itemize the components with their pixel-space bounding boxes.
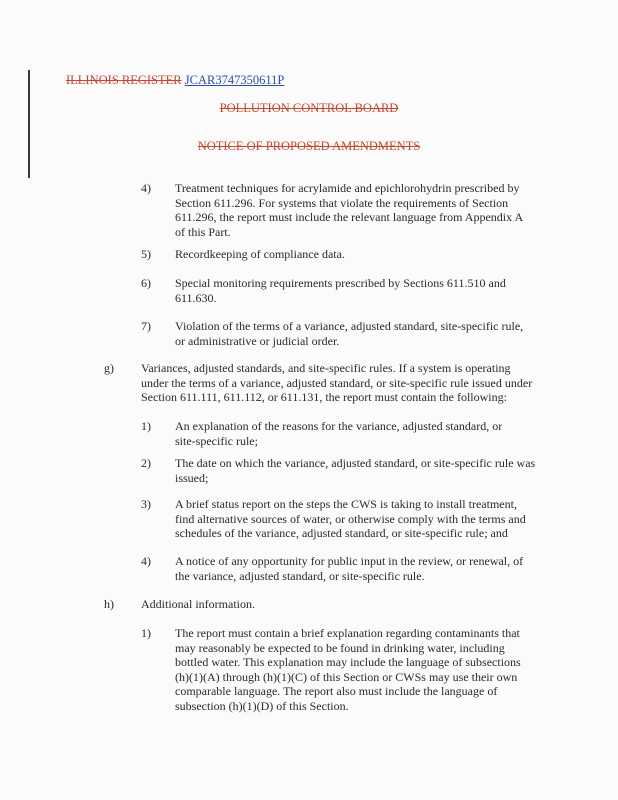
item-number: 7) xyxy=(141,319,151,333)
section-text: Additional information. xyxy=(141,597,255,611)
item-text: A brief status report on the steps the CWS is taking to install treatment, find alternative sources of water, or otherwise comply with the terms and schedules of the variance, adjusted standard, or site-specific rule; and xyxy=(175,497,526,540)
revision-bar xyxy=(28,70,30,178)
item-text: Violation of the terms of a variance, adjusted standard, site-specific rule, or administrative or judicial order. xyxy=(175,319,524,348)
item-text: A notice of any opportunity for public input in the review, or renewal, of the variance, adjusted standard, or site-specific rule. xyxy=(175,554,524,583)
item-text: Special monitoring requirements prescribed by Sections 611.510 and 611.630. xyxy=(175,276,506,305)
item-number: 4) xyxy=(141,181,151,195)
item-number: 1) xyxy=(141,626,151,640)
item-number: 4) xyxy=(141,554,151,568)
section-letter: g) xyxy=(104,361,114,375)
board-title: POLLUTION CONTROL BOARD xyxy=(219,101,399,115)
item-text: An explanation of the reasons for the variance, adjusted standard, or site-specific rule; xyxy=(175,419,503,448)
section-text: Variances, adjusted standards, and site-specific rules. If a system is operating under the terms of a variance, adjusted standard, or site-specific rule issued under Section 611.111, 611.112, or 611.131, the report must contain the following: xyxy=(141,361,533,404)
register-code: JCAR3747350611P xyxy=(184,73,285,87)
item-number: 3) xyxy=(141,497,151,511)
section-letter: h) xyxy=(104,597,114,611)
item-number: 1) xyxy=(141,419,151,433)
notice-title: NOTICE OF PROPOSED AMENDMENTS xyxy=(197,139,421,153)
item-text: Recordkeeping of compliance data. xyxy=(175,247,345,261)
item-number: 6) xyxy=(141,276,151,290)
item-number: 2) xyxy=(141,456,151,470)
item-text: The date on which the variance, adjusted standard, or site-specific rule was issued; xyxy=(175,456,536,485)
register-header xyxy=(66,73,284,88)
item-text: Treatment techniques for acrylamide and epichlorohydrin prescribed by Section 611.296. For systems that violate the requirements of Section 611.296, the report must include the relevant language from Appendix A of this Part. xyxy=(175,181,523,239)
item-number: 5) xyxy=(141,247,151,261)
item-text: The report must contain a brief explanation regarding contaminants that may reasonably be expected to be found in drinking water, including bottled water. This explanation may include the language of subsections (h)(1)(A) through (h)(1)(C) of this Section or CWSs may use their own comparable language. The report also must include the language of subsection (h)(1)(D) of this Section. xyxy=(175,626,521,713)
register-title-struck: ILLINOIS REGISTER xyxy=(66,73,182,87)
